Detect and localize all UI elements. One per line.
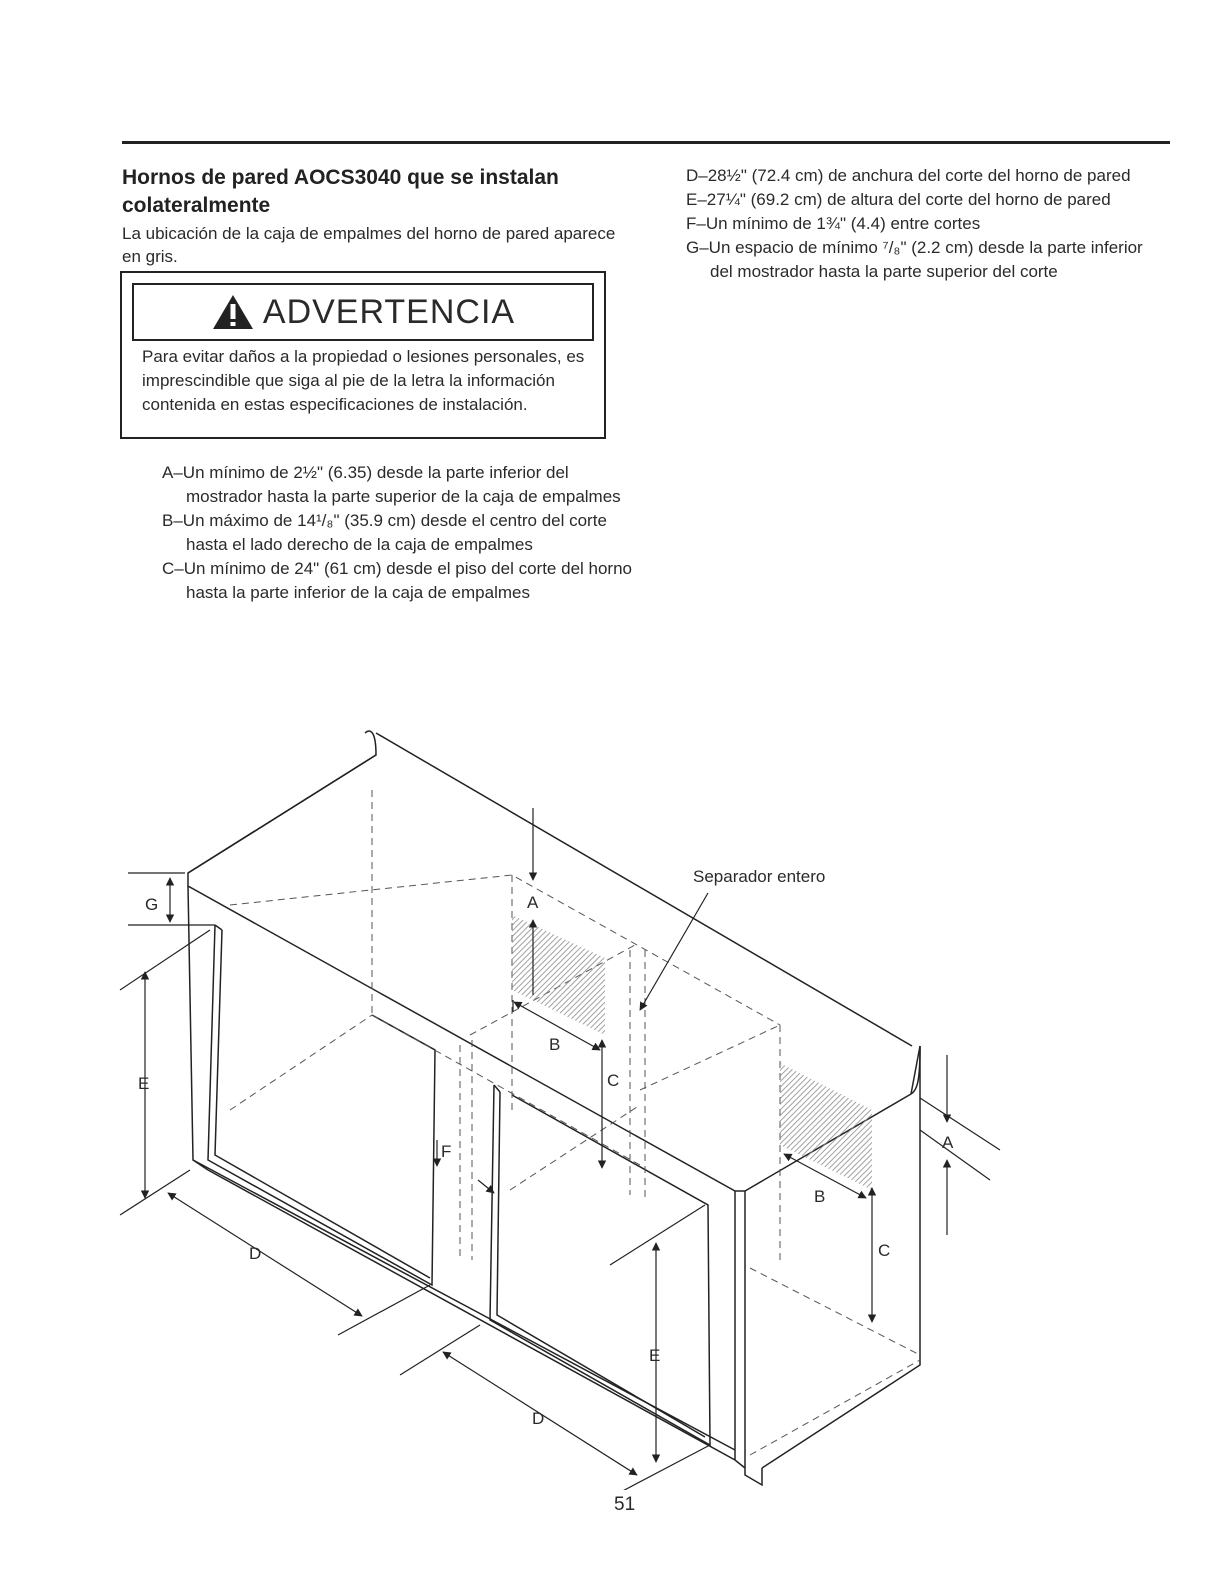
spec-item-e: E–27¼" (69.2 cm) de altura del corte del horno de pared xyxy=(686,190,1111,209)
spec-list-right xyxy=(686,164,1156,284)
spec-item-c: C–Un mínimo de 24" (61 cm) desde el piso del corte del horno hasta la parte inferior de la caja de empalmes xyxy=(162,559,632,602)
warning-text: Para evitar daños a la propiedad o lesiones personales, es imprescindible que siga al pie de la letra la información contenida en estas especificaciones de instalación. xyxy=(142,347,585,414)
label-c-right: C xyxy=(878,1241,891,1260)
label-b-right: B xyxy=(814,1187,826,1206)
spec-item-b: B–Un máximo de 14¹/₈" (35.9 cm) desde el centro del corte hasta el lado derecho de la caja de empalmes xyxy=(162,511,607,554)
spec-item-a: A–Un mínimo de 2½" (6.35) desde la parte inferior del mostrador hasta la parte superior de la caja de empalmes xyxy=(162,463,621,506)
installation-diagram xyxy=(0,690,1225,1490)
label-e-right: E xyxy=(649,1346,661,1365)
label-a-left: A xyxy=(527,893,539,912)
junction-box-right xyxy=(780,1063,872,1190)
warning-header xyxy=(132,283,594,341)
spec-item-d: D–28½" (72.4 cm) de anchura del corte del horno de pared xyxy=(686,166,1131,185)
section-intro: La ubicación de la caja de empalmes del horno de pared aparece en gris. xyxy=(122,224,616,266)
label-e-left: E xyxy=(138,1074,150,1093)
label-g: G xyxy=(145,895,159,914)
label-b-left: B xyxy=(549,1035,561,1054)
spec-list-left xyxy=(162,461,632,605)
page-number: 51 xyxy=(614,1494,636,1515)
label-c-left: C xyxy=(607,1071,620,1090)
label-f: F xyxy=(441,1142,452,1161)
warning-title: ADVERTENCIA xyxy=(262,292,516,331)
label-a-right: A xyxy=(942,1133,954,1152)
spec-item-g: G–Un espacio de mínimo ⁷/₈" (2.2 cm) desde la parte inferior del mostrador hasta la parte superior del corte xyxy=(686,238,1143,281)
section-title: Hornos de pared AOCS3040 que se instalan colateralmente xyxy=(122,166,559,217)
spec-item-f: F–Un mínimo de 1¾" (4.4) entre cortes xyxy=(686,214,981,233)
label-d-left: D xyxy=(249,1244,262,1263)
label-d-right: D xyxy=(532,1409,545,1428)
warning-box xyxy=(120,271,606,439)
junction-box-left xyxy=(512,915,605,1035)
callout-separador: Separador entero xyxy=(693,867,826,886)
section-header xyxy=(122,164,622,268)
top-rule xyxy=(122,141,1170,144)
warning-triangle-icon xyxy=(211,293,255,331)
